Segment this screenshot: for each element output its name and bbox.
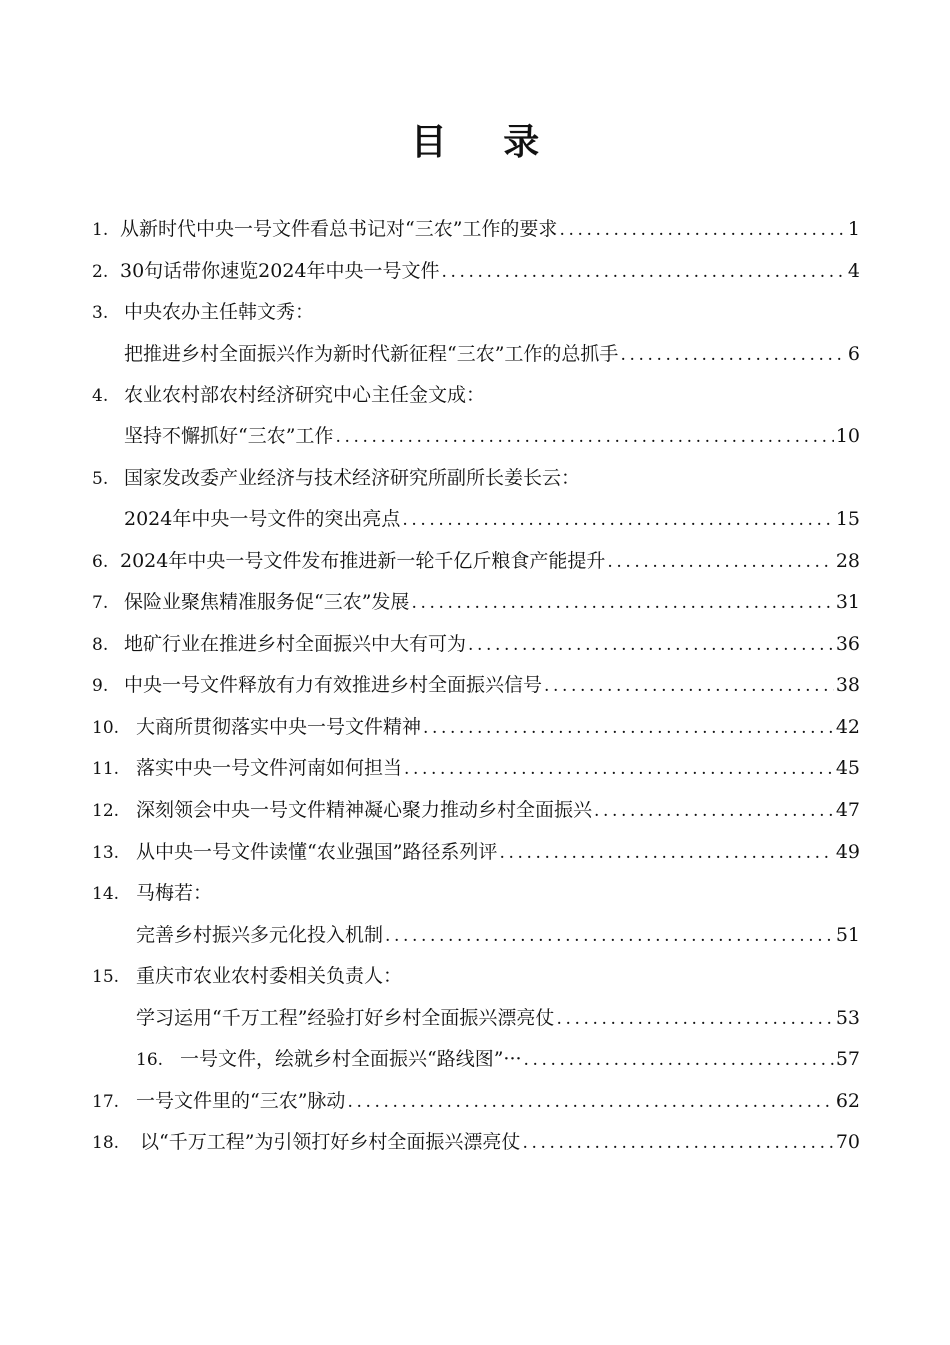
toc-entry[interactable] [124,421,860,451]
toc-entry-title: 中央农办主任韩文秀： [124,301,315,323]
dot-leader [335,422,833,452]
toc-entry-title: 以“千万工程”为引领打好乡村全面振兴漂亮仗 [140,1131,521,1153]
toc-entry[interactable] [136,1044,860,1074]
toc-entry-title: 大商所贯彻落实中央一号文件精神 [136,716,422,738]
toc-entry-page: 36 [835,633,860,655]
toc-entry[interactable] [136,1003,860,1033]
toc-entry-title: 深刻领会中央一号文件精神凝心聚力推动乡村全面振兴 [136,799,593,821]
dot-leader [499,838,833,868]
toc-entry-number: 4. [92,386,109,406]
toc-entry-heading[interactable] [92,878,860,908]
toc-entry-page: 28 [835,550,860,572]
dot-leader [594,796,834,826]
toc-entry-page: 15 [835,508,860,530]
toc-entry-page: 47 [835,799,860,821]
toc-entry-number: 17. [92,1092,120,1112]
toc-entry[interactable] [92,837,860,867]
dot-leader [620,340,845,370]
toc-entry-number: 14. [92,884,120,904]
toc-entry-page: 4 [847,260,860,282]
toc-entry-number: 3. [92,303,109,323]
toc-entry-heading[interactable] [92,297,860,327]
toc-entry-title: 马梅若： [136,882,213,904]
toc-entry[interactable] [92,795,860,825]
dot-leader [411,588,833,618]
toc-entry[interactable] [92,587,860,617]
toc-entry-title: 2024年中央一号文件发布推进新一轮千亿斤粮食产能提升 [120,550,606,572]
toc-entry-number: 11. [92,759,120,779]
toc-entry-page: 38 [835,674,860,696]
toc-entry[interactable] [92,629,860,659]
toc-entry[interactable] [124,504,860,534]
toc-entry-number: 9. [92,676,109,696]
toc-entry[interactable] [92,1086,860,1116]
toc-entry-number: 5. [92,469,109,489]
toc-entry-number: 16. [136,1050,164,1070]
dot-leader [522,1128,833,1158]
toc-entry-subtitle: 坚持不懈抓好“三农”工作 [124,425,334,447]
dot-leader [347,1087,833,1117]
dot-leader [442,257,846,287]
toc-entry-title: 中央一号文件释放有力有效推进乡村全面振兴信号 [124,674,543,696]
toc-entry-heading[interactable] [92,380,860,410]
dot-leader [556,1004,833,1034]
toc-entry-number: 7. [92,593,109,613]
toc-entry[interactable] [92,1127,860,1157]
toc-entry-page: 31 [835,591,860,613]
toc-entry[interactable] [92,753,860,783]
toc-entry-subtitle: 2024年中央一号文件的突出亮点 [124,508,401,530]
dot-leader [385,921,834,951]
toc-entry-title: 从新时代中央一号文件看总书记对“三农”工作的要求 [120,218,558,240]
dot-leader [468,630,834,660]
toc-entry[interactable] [92,546,860,576]
toc-entry-subtitle: 把推进乡村全面振兴作为新时代新征程“三农”工作的总抓手 [124,343,619,365]
toc-entry-page: 1 [847,218,860,240]
dot-leader [559,215,845,245]
toc-entry[interactable] [92,712,860,742]
toc-entry-page: 42 [835,716,860,738]
toc-entry-page: 10 [835,425,860,447]
toc-entry[interactable] [124,339,860,369]
dot-leader [404,754,834,784]
toc-entry-number: 6. [92,552,109,572]
toc-entry-heading[interactable] [92,463,860,493]
toc-entry-title: 地矿行业在推进乡村全面振兴中大有可为 [124,633,467,655]
toc-entry-heading[interactable] [92,961,860,991]
toc-entry-title: 保险业聚焦精准服务促“三农”发展 [124,591,410,613]
toc-entry-number: 8. [92,635,109,655]
toc-entry-title: 30句话带你速览2024年中央一号文件 [120,260,440,282]
toc-entry-page: 49 [835,841,860,863]
toc-entry-title: 重庆市农业农村委相关负责人： [136,965,403,987]
toc-entry-title: 农业农村部农村经济研究中心主任金文成： [124,384,486,406]
toc-entry-page: 57 [835,1048,860,1070]
toc-entry-number: 13. [92,843,120,863]
dot-leader [402,505,833,535]
toc-entry-title: 一号文件里的“三农”脉动 [136,1090,346,1112]
toc-entry[interactable] [92,214,860,244]
toc-entry-number: 2. [92,262,109,282]
toc-entry-page: 53 [835,1007,860,1029]
toc-entry-page: 45 [835,757,860,779]
page-title: 目 录 [410,122,562,163]
toc-entry-number: 10. [92,718,120,738]
toc-entry[interactable] [92,256,860,286]
toc-entry-number: 12. [92,801,120,821]
dot-leader [544,671,834,701]
toc-entry[interactable] [92,670,860,700]
toc-entry-page: 51 [835,924,860,946]
toc-entry-number: 15. [92,967,120,987]
toc-entry-page: 70 [835,1131,860,1153]
toc-entry-number: 18. [92,1133,120,1153]
toc-entry-number: 1. [92,220,109,240]
dot-leader [524,1045,834,1075]
toc-entry-title: 一号文件，绘就乡村全面振兴“路线图”··· [180,1048,522,1070]
toc-entry-page: 62 [835,1090,860,1112]
toc-entry-page: 6 [847,343,860,365]
toc-entry-title: 落实中央一号文件河南如何担当 [136,757,403,779]
toc-entry-subtitle: 完善乡村振兴多元化投入机制 [136,924,384,946]
dot-leader [607,547,833,577]
dot-leader [423,713,834,743]
toc-entry-title: 从中央一号文件读懂“农业强国”路径系列评 [136,841,498,863]
toc-entry-title: 国家发改委产业经济与技术经济研究所副所长姜长云： [124,467,581,489]
toc-entry[interactable] [136,920,860,950]
toc-entry-subtitle: 学习运用“千万工程”经验打好乡村全面振兴漂亮仗 [136,1007,555,1029]
